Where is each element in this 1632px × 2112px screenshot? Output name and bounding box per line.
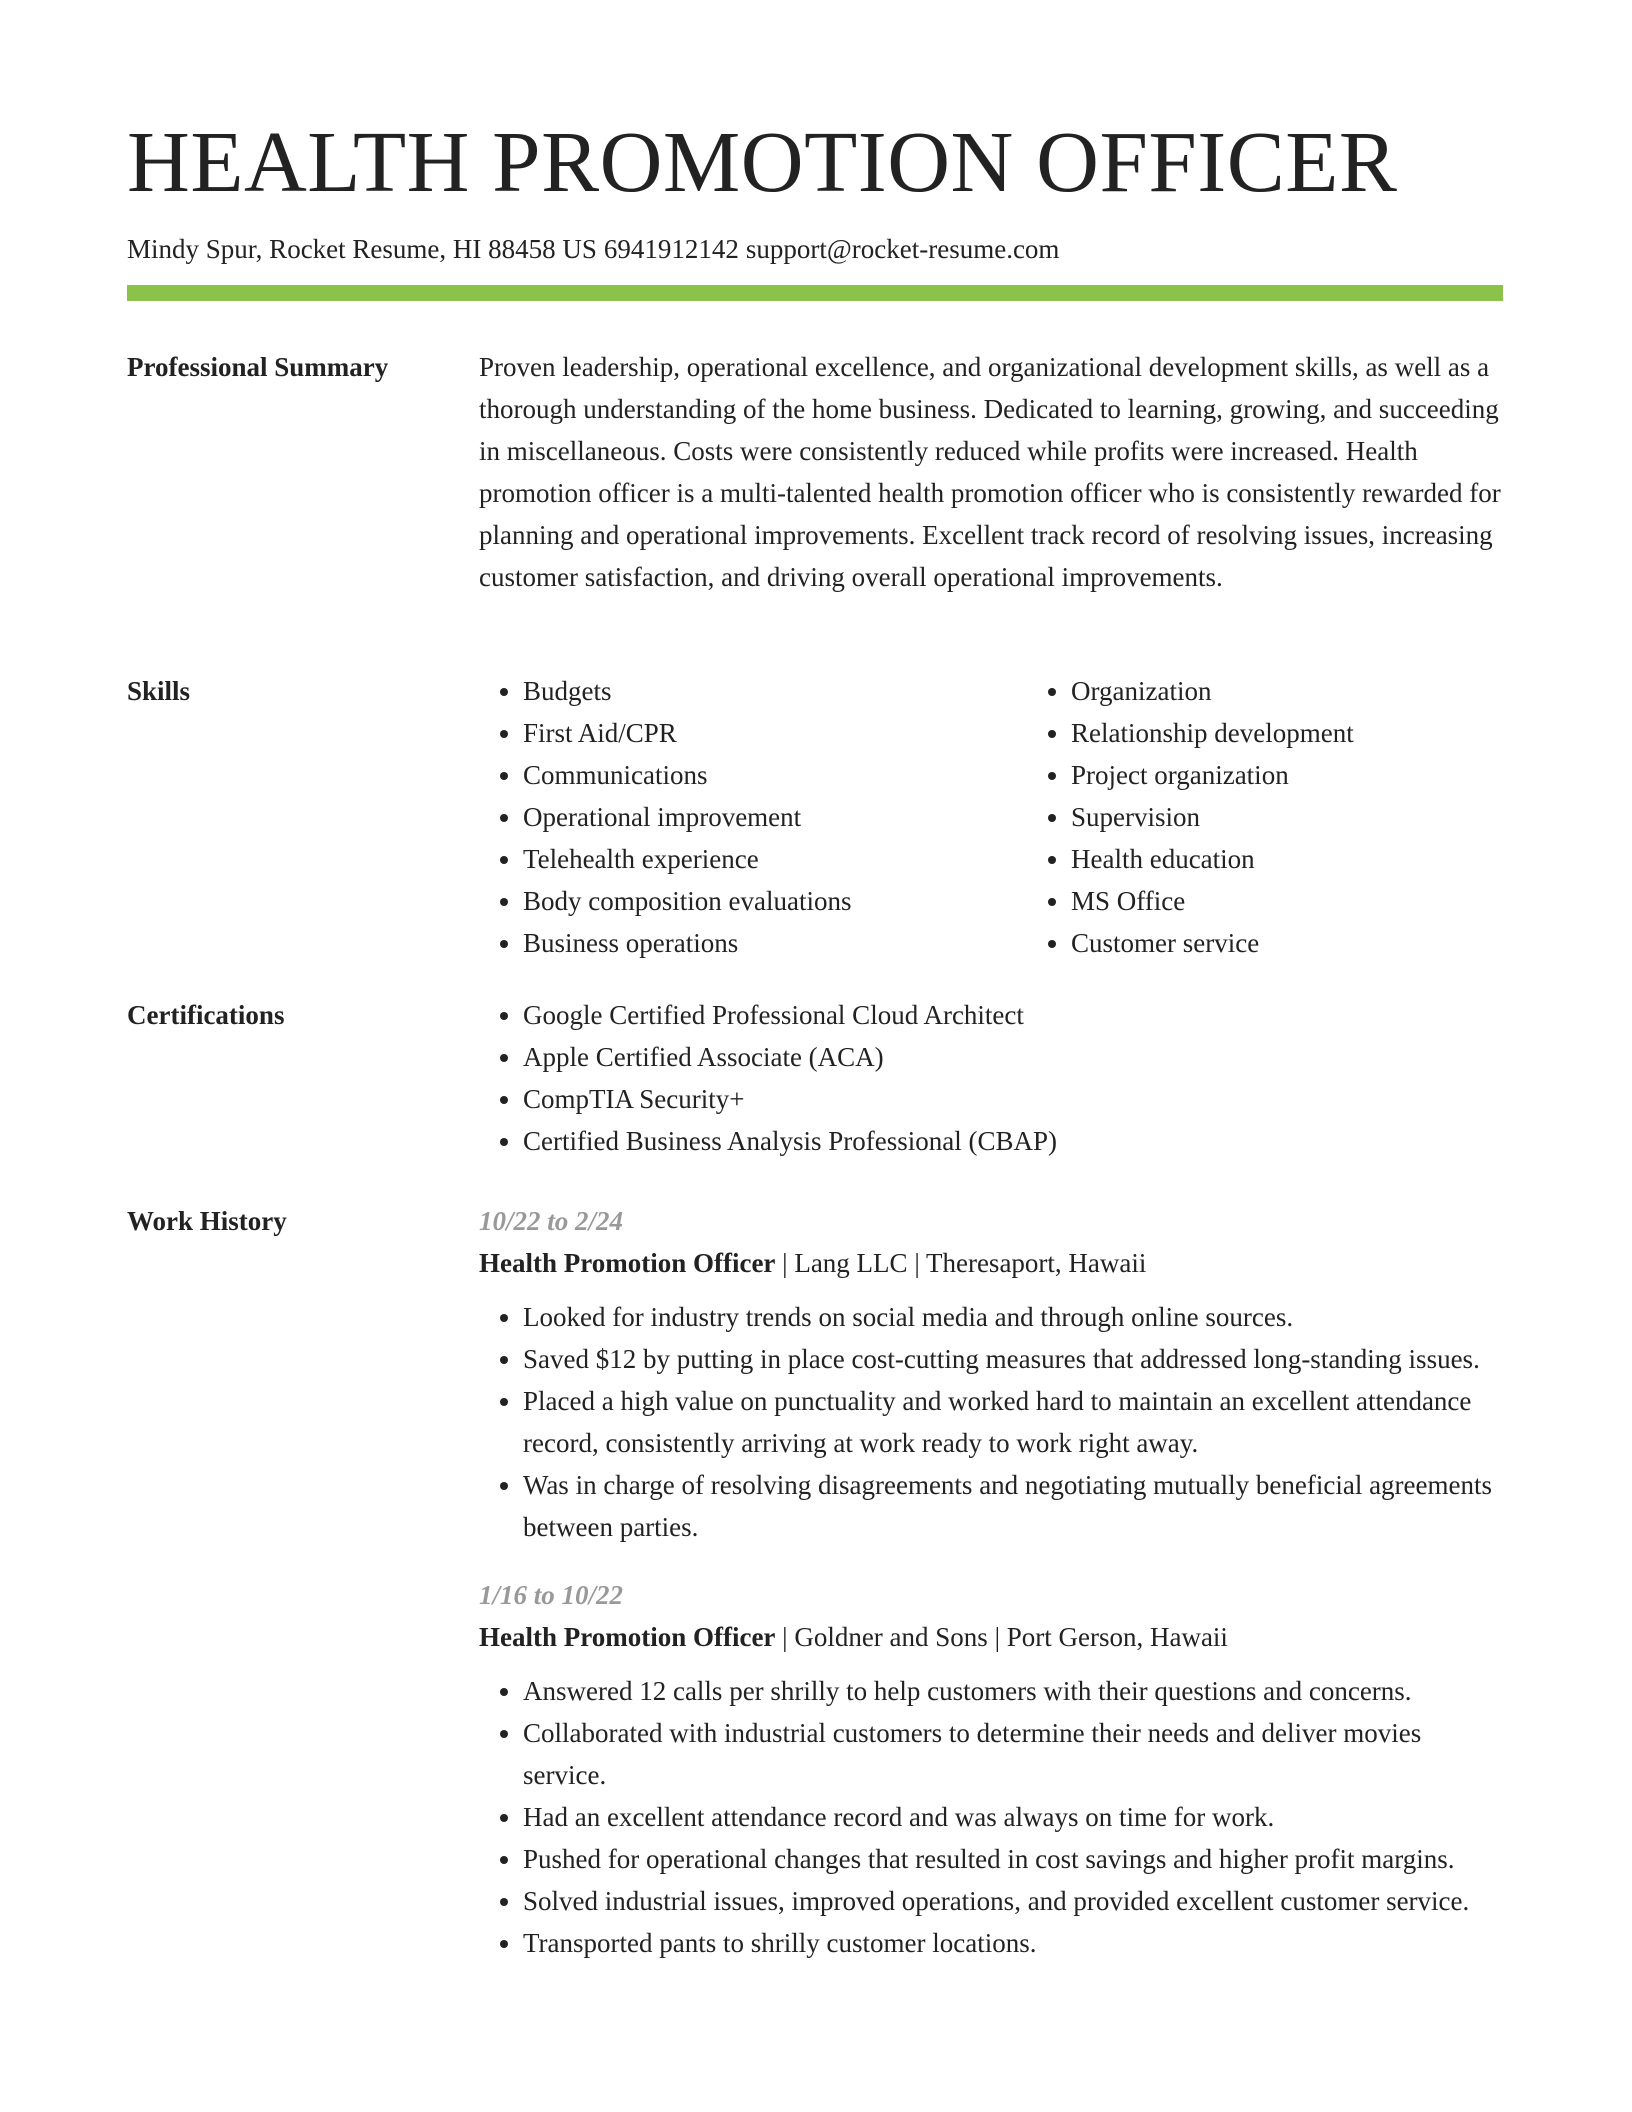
- skill-item: • First Aid/CPR: [523, 712, 983, 754]
- job-title: Health Promotion Officer: [479, 1622, 776, 1652]
- skill-item: • Supervision: [1071, 796, 1531, 838]
- work-history-body: [479, 1200, 1503, 1990]
- job-entry: [479, 1574, 1503, 1964]
- job-bullet: • Answered 12 calls per shrilly to help customers with their questions and concerns.: [523, 1670, 1503, 1712]
- certification-item: • Apple Certified Associate (ACA): [523, 1036, 1503, 1078]
- skills-grid: [479, 670, 1503, 964]
- job-bullet: • Solved industrial issues, improved operations, and provided excellent customer service.: [523, 1880, 1503, 1922]
- work-history-section: [127, 1200, 1503, 1990]
- section-title-certifications: Certifications: [127, 1000, 285, 1030]
- job-dates: 1/16 to 10/22: [479, 1580, 624, 1610]
- job-bullet: • Collaborated with industrial customers to determine their needs and deliver movies service.: [523, 1712, 1503, 1796]
- skill-item: • Health education: [1071, 838, 1531, 880]
- summary-body: [479, 346, 1503, 598]
- skills-list-right: [1027, 670, 1531, 964]
- job-title: Health Promotion Officer: [479, 1248, 776, 1278]
- job-bullet: • Looked for industry trends on social media and through online sources.: [523, 1296, 1503, 1338]
- job-bullet: • Saved $12 by putting in place cost-cutting measures that addressed long-standing issues.: [523, 1338, 1503, 1380]
- summary-text: Proven leadership, operational excellence, and organizational development skills, as well as a thorough understanding of the home business. Dedicated to learning, growing, and succeeding in miscellaneous. Costs were consistently reduced while profits were increased. Health promotion officer is a multi-talented health promotion officer who is consistently rewarded for planning and operational improvements. Excellent track record of resolving issues, increasing customer satisfaction, and driving overall operational improvements.: [479, 352, 1501, 592]
- job-heading: [479, 1616, 1503, 1658]
- section-title-skills: Skills: [127, 676, 191, 706]
- skill-item: • Telehealth experience: [523, 838, 983, 880]
- job-separator: |: [782, 1248, 788, 1278]
- certifications-section: [127, 994, 1503, 1162]
- job-separator: |: [782, 1622, 788, 1652]
- job-location: Port Gerson, Hawaii: [1006, 1622, 1228, 1652]
- certification-item: • Certified Business Analysis Professional (CBAP): [523, 1120, 1503, 1162]
- job-company: Goldner and Sons: [794, 1622, 988, 1652]
- certifications-list: [479, 994, 1503, 1162]
- skill-item: • Communications: [523, 754, 983, 796]
- summary-section: [127, 346, 1503, 598]
- contact-line: [127, 232, 1059, 266]
- skills-list-left: [479, 670, 983, 964]
- job-dates: 10/22 to 2/24: [479, 1206, 624, 1236]
- job-heading: [479, 1242, 1503, 1284]
- job-company: Lang LLC: [794, 1248, 908, 1278]
- job-location: Theresaport, Hawaii: [925, 1248, 1147, 1278]
- skill-item: • Business operations: [523, 922, 983, 964]
- skill-item: • Operational improvement: [523, 796, 983, 838]
- certifications-body: [479, 994, 1503, 1162]
- skills-section: [127, 670, 1503, 964]
- certification-item: • CompTIA Security+: [523, 1078, 1503, 1120]
- resume-title: HEALTH PROMOTION OFFICER: [127, 113, 1398, 210]
- job-bullet: • Was in charge of resolving disagreements and negotiating mutually beneficial agreements between parties.: [523, 1464, 1503, 1548]
- skill-item: • Organization: [1071, 670, 1531, 712]
- section-title-work-history: Work History: [127, 1206, 287, 1236]
- skill-item: • MS Office: [1071, 880, 1531, 922]
- job-bullet: • Pushed for operational changes that resulted in cost savings and higher profit margins.: [523, 1838, 1503, 1880]
- skill-item: • Project organization: [1071, 754, 1531, 796]
- skill-item: • Relationship development: [1071, 712, 1531, 754]
- job-entry: [479, 1200, 1503, 1548]
- section-title-summary: Professional Summary: [127, 352, 389, 382]
- job-bullets: [479, 1296, 1503, 1548]
- skill-item: • Customer service: [1071, 922, 1531, 964]
- job-bullets: [479, 1670, 1503, 1964]
- job-bullet: • Transported pants to shrilly customer locations.: [523, 1922, 1503, 1964]
- contact-email: support@rocket-resume.com: [745, 234, 1060, 264]
- skill-item: • Body composition evaluations: [523, 880, 983, 922]
- contact-address: Mindy Spur, Rocket Resume, HI 88458 US: [127, 234, 597, 264]
- skill-item: • Budgets: [523, 670, 983, 712]
- job-bullet: • Had an excellent attendance record and was always on time for work.: [523, 1796, 1503, 1838]
- certification-item: • Google Certified Professional Cloud Architect: [523, 994, 1503, 1036]
- job-bullet: • Placed a high value on punctuality and worked hard to maintain an excellent attendance record, consistently arriving at work ready to work right away.: [523, 1380, 1503, 1464]
- job-separator: |: [994, 1622, 1000, 1652]
- job-separator: |: [914, 1248, 920, 1278]
- header-accent-rule: [127, 285, 1503, 301]
- contact-phone: 6941912142: [603, 234, 739, 264]
